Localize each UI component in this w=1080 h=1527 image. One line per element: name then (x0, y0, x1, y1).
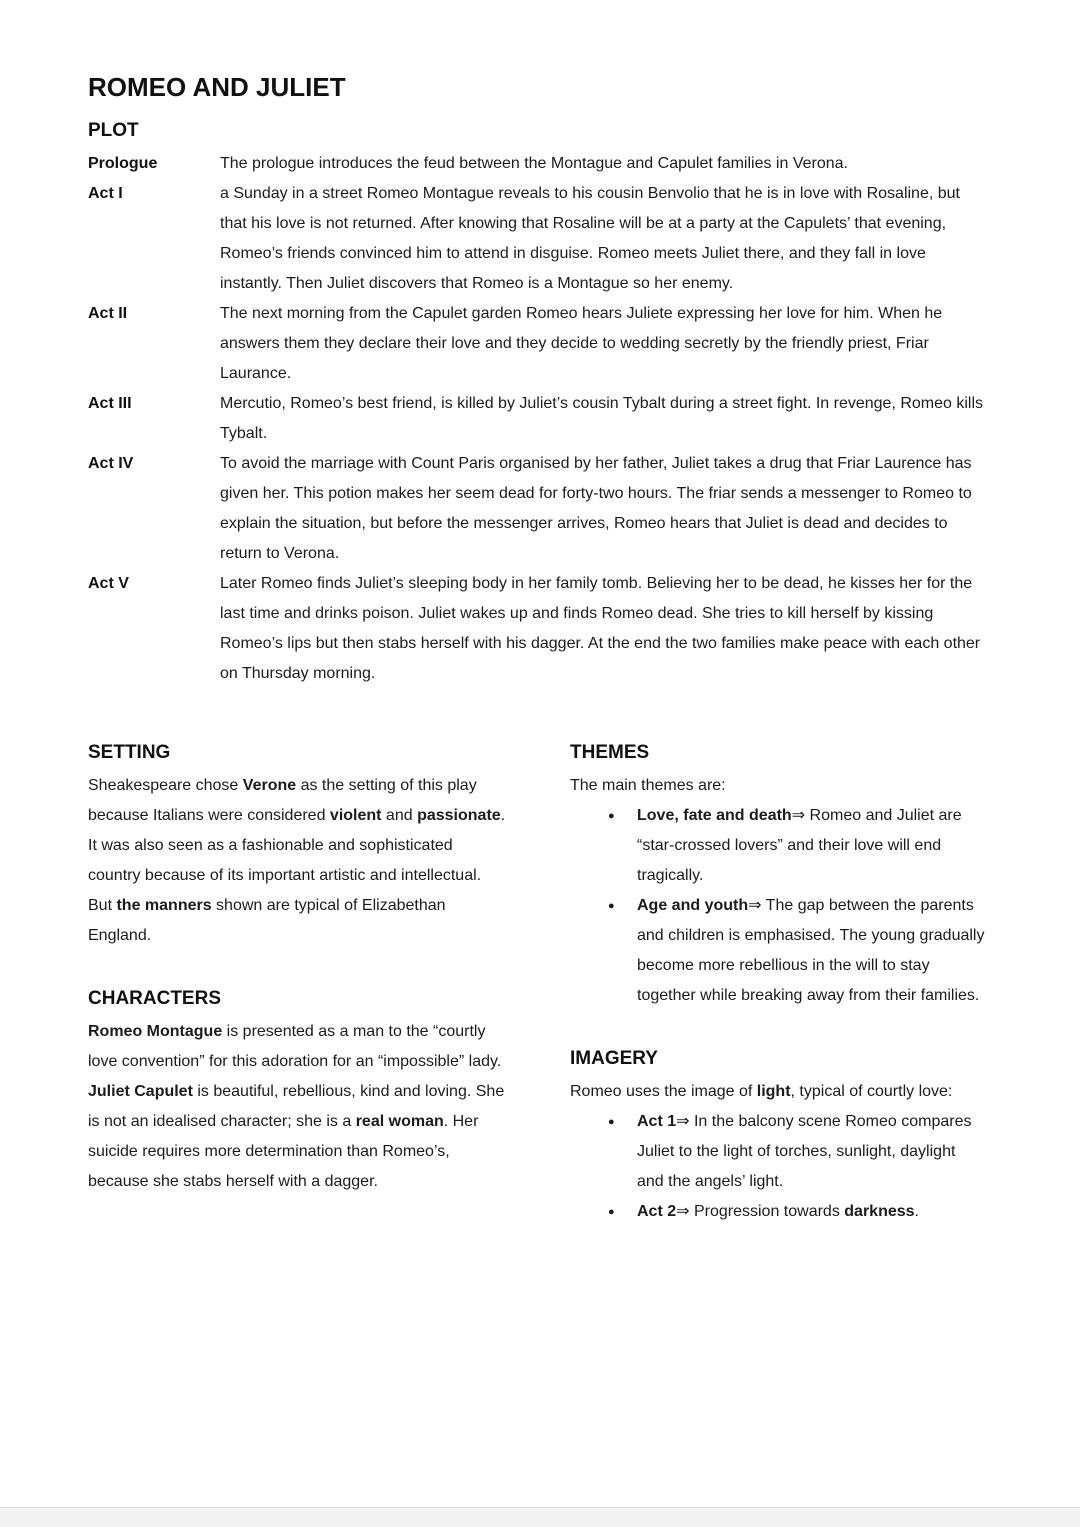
list-item-text: Act 1⇒ In the balcony scene Romeo compares Juliet to the light of torches, sunlight, daylight and the angels’ light. (637, 1113, 972, 1190)
horizontal-scrollbar-track[interactable] (0, 1507, 1080, 1527)
plot-table (88, 149, 985, 689)
bullet-icon: ● (608, 810, 615, 822)
plot-row-label: Act I (88, 185, 123, 202)
plot-row (88, 569, 985, 689)
themes-intro: The main themes are: (570, 777, 726, 794)
list-item-text: Love, fate and death⇒ Romeo and Juliet are “star-crossed lovers” and their love will end tragically. (637, 807, 962, 884)
themes-heading: THEMES (570, 742, 650, 763)
list-item (608, 891, 985, 1011)
left-column (88, 741, 506, 1227)
imagery-heading: IMAGERY (570, 1048, 658, 1069)
plot-heading: PLOT (88, 120, 139, 141)
list-item (608, 1107, 985, 1197)
right-column (570, 741, 985, 1227)
list-item-text: Age and youth⇒ The gap between the parents and children is emphasised. The young gradually become more rebellious in the will to stay together while breaking away from their families. (637, 897, 985, 1004)
plot-row-label: Prologue (88, 155, 158, 172)
themes-section (570, 741, 985, 1011)
plot-row (88, 449, 985, 569)
plot-row-text: Later Romeo finds Juliet’s sleeping body in her family tomb. Believing her to be dead, he kisses her for the last time and drinks poison. Juliet wakes up and finds Romeo dead. She tries to kill herself by kissing Romeo’s lips but then stabs herself with his dagger. At the end the two families make peace with each other on Thursday morning. (220, 575, 981, 682)
list-item-text: Act 2⇒ Progression towards darkness. (637, 1203, 919, 1220)
characters-heading: CHARACTERS (88, 988, 221, 1009)
bullet-icon: ● (608, 900, 615, 912)
plot-row-text: The next morning from the Capulet garden Romeo hears Juliete expressing her love for him. When he answers them they declare their love and they decide to wedding secretly by the friendly priest, Friar Laurance. (220, 305, 943, 382)
plot-row-label: Act III (88, 395, 132, 412)
list-item (608, 801, 985, 891)
imagery-intro: Romeo uses the image of light, typical of courtly love: (570, 1083, 953, 1100)
plot-row-text: a Sunday in a street Romeo Montague reveals to his cousin Benvolio that he is in love with Rosaline, but that his love is not returned. After knowing that Rosaline will be at a party at the Capulets’ that evening, Romeo’s friends convinced him to attend in disguise. Romeo meets Juliet there, and they fall in love instantly. Then Juliet discovers that Romeo is a Montague so her enemy. (220, 185, 960, 292)
plot-row-label: Act IV (88, 455, 134, 472)
plot-row (88, 179, 985, 299)
plot-row (88, 149, 985, 179)
setting-heading: SETTING (88, 742, 171, 763)
characters-paragraph: Romeo Montague is presented as a man to the “courtly love convention” for this adoration for an “impossible” lady. (88, 1023, 502, 1070)
bullet-icon: ● (608, 1116, 615, 1128)
plot-row-text: The prologue introduces the feud between the Montague and Capulet families in Verona. (220, 155, 848, 172)
document-title: ROMEO AND JULIET (88, 72, 346, 102)
plot-row-label: Act II (88, 305, 128, 322)
characters-paragraph: Juliet Capulet is beautiful, rebellious, kind and loving. She is not an idealised character; she is a real woman. Her suicide requires more determination than Romeo’s, because she stabs herself with a dagger. (88, 1083, 505, 1190)
imagery-list (570, 1107, 985, 1227)
bullet-icon: ● (608, 1206, 615, 1218)
plot-row (88, 299, 985, 389)
plot-row-label: Act V (88, 575, 129, 592)
plot-row (88, 389, 985, 449)
themes-list (570, 801, 985, 1011)
imagery-section (570, 1047, 985, 1227)
plot-row-text: Mercutio, Romeo’s best friend, is killed by Juliet’s cousin Tybalt during a street fight. In revenge, Romeo kills Tybalt. (220, 395, 984, 442)
two-column-area (88, 741, 985, 1227)
list-item (608, 1197, 985, 1227)
plot-row-text: To avoid the marriage with Count Paris organised by her father, Juliet takes a drug that Friar Laurence has given her. This potion makes her seem dead for forty-two hours. The friar sends a messenger to Romeo to explain the situation, but before the messenger arrives, Romeo hears that Juliet is dead and decides to return to Verona. (220, 455, 972, 562)
setting-section (88, 741, 506, 951)
characters-section (88, 987, 506, 1197)
setting-paragraph: Sheakespeare chose Verone as the setting of this play because Italians were considered violent and passionate. It was also seen as a fashionable and sophisticated country because of its important artistic and intellectual. But the manners shown are typical of Elizabethan England. (88, 777, 506, 944)
plot-section (88, 119, 985, 689)
